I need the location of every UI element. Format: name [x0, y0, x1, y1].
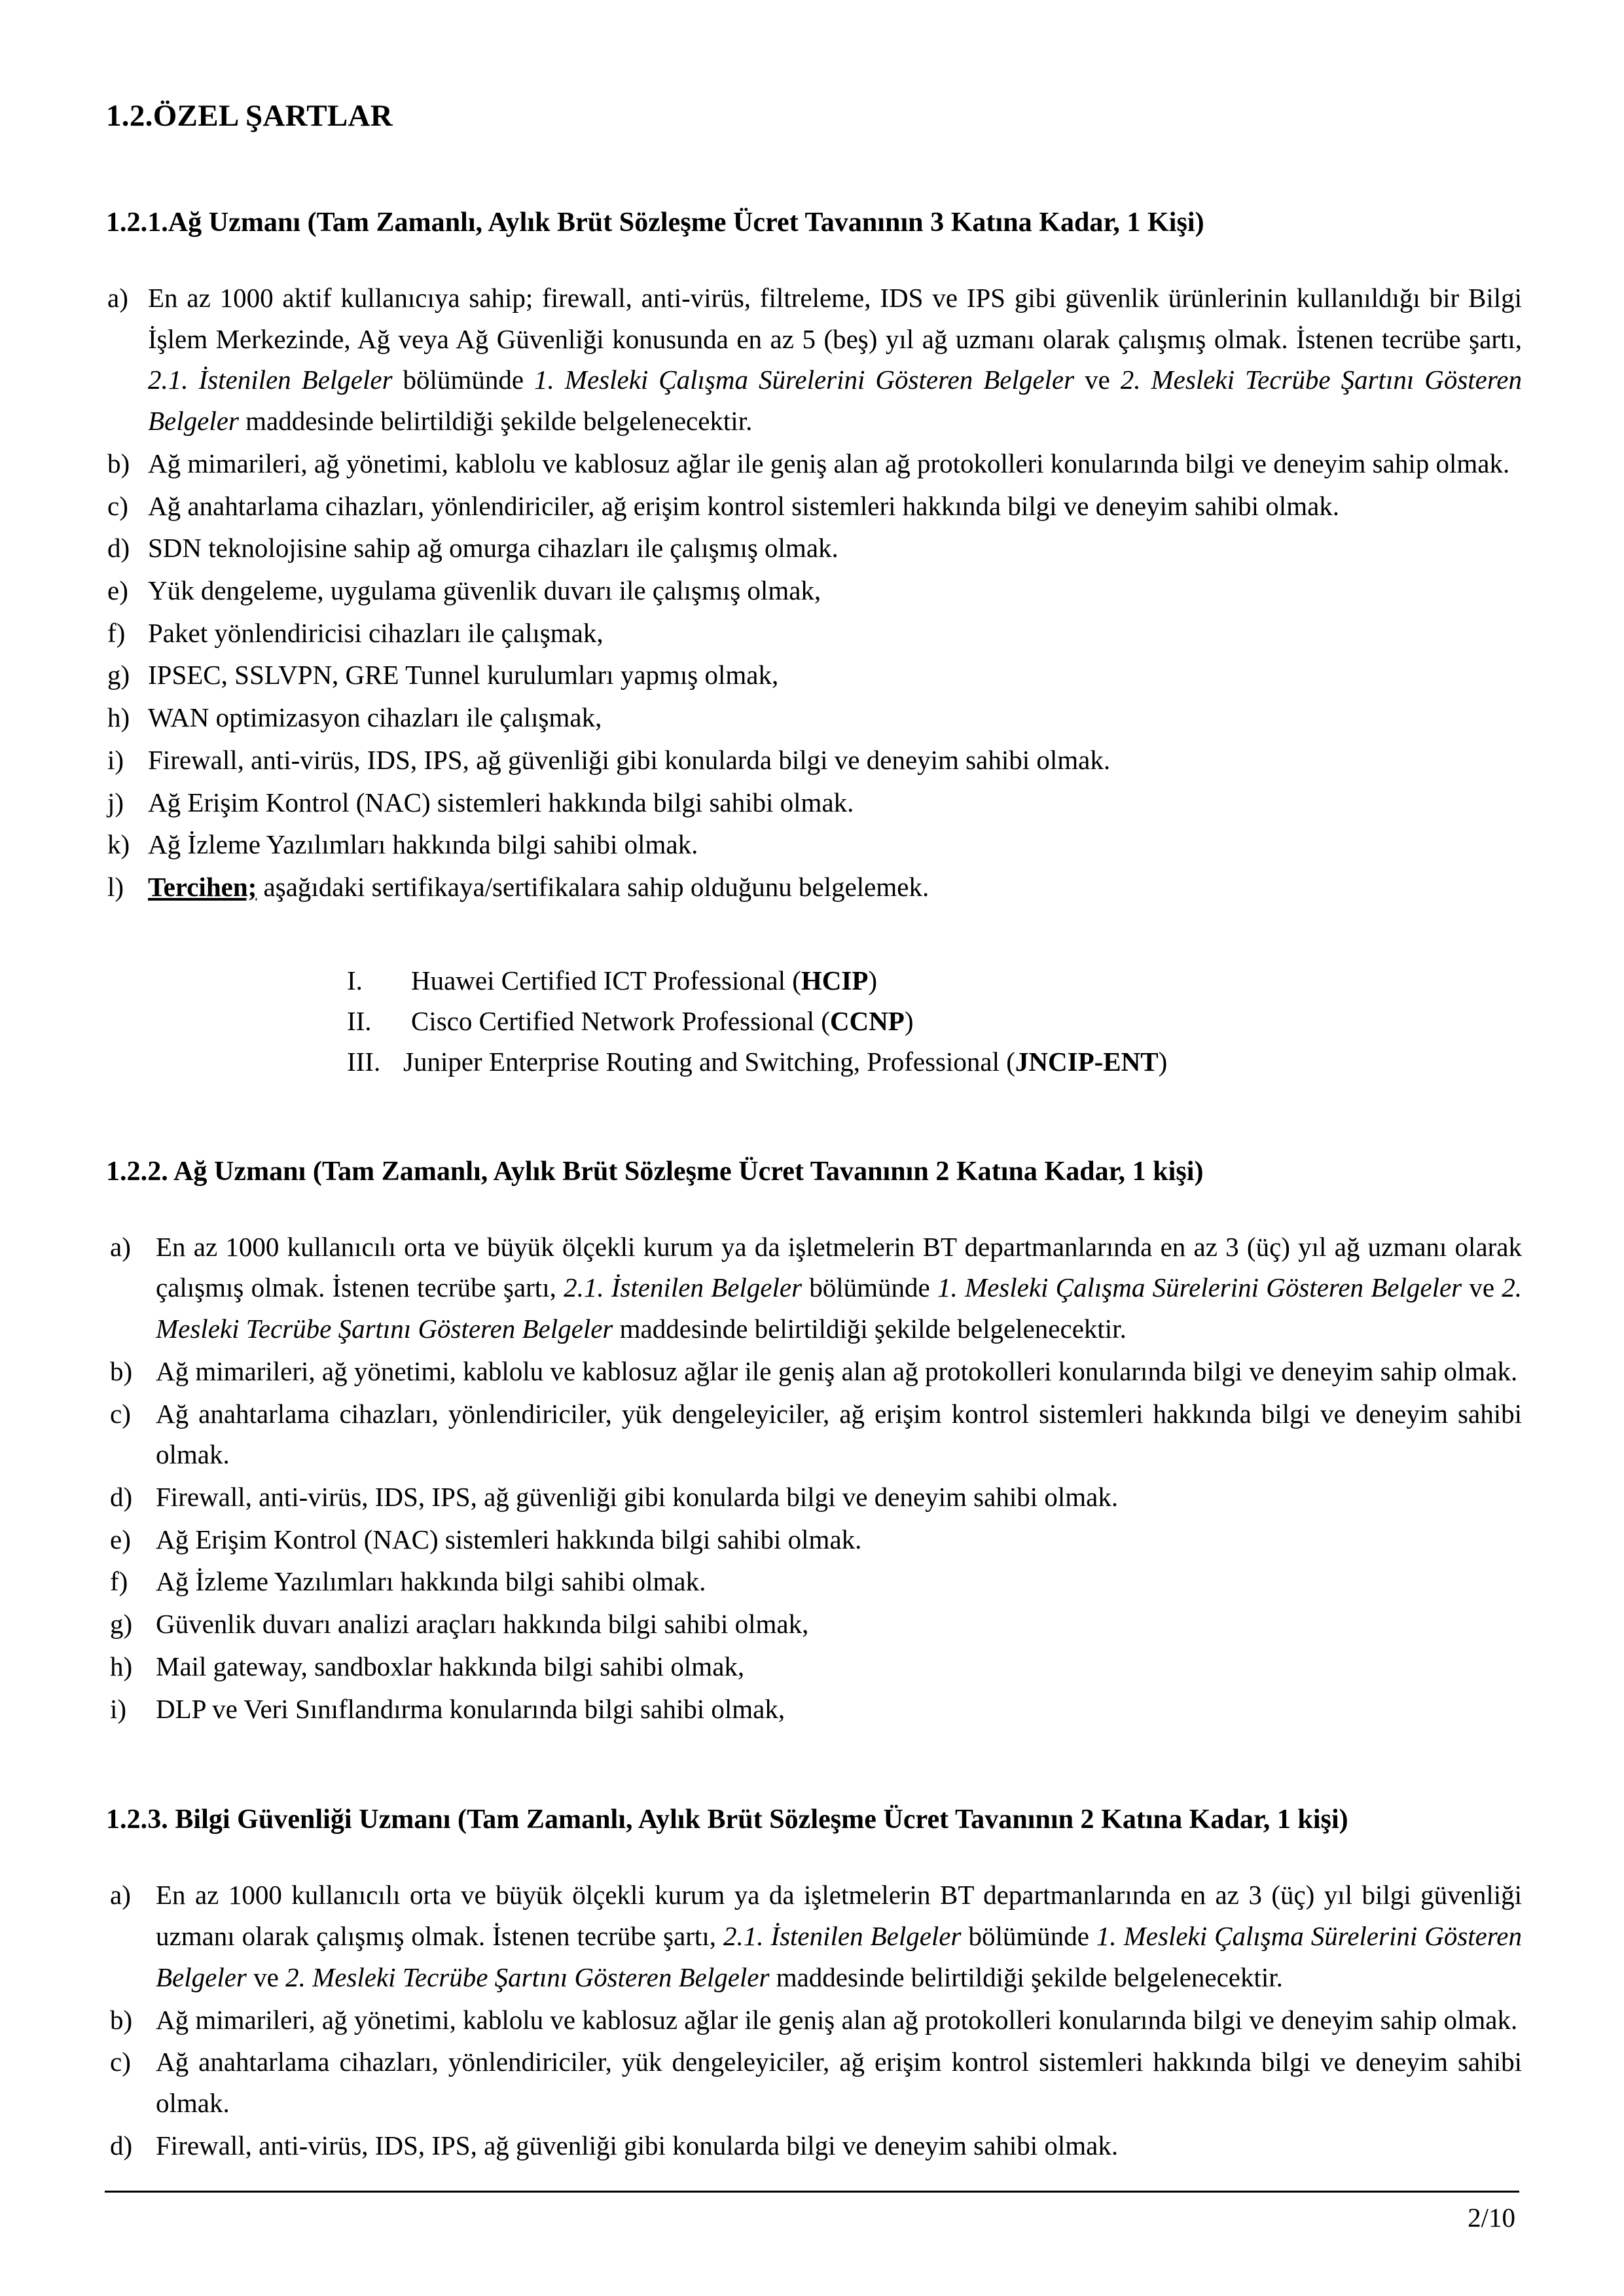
list-marker: g)	[110, 1609, 133, 1640]
list-marker: a)	[107, 283, 128, 313]
list-marker: f)	[110, 1566, 128, 1597]
list-item-text	[156, 1689, 1522, 1730]
list-item-text	[156, 2000, 1522, 2041]
list-item-text	[148, 824, 1522, 865]
spacer	[105, 1731, 1522, 1804]
requirement-item	[105, 1519, 1522, 1560]
requirement-item	[105, 1646, 1522, 1687]
text-run: ve	[1462, 1272, 1502, 1303]
list-marker: h)	[110, 1651, 133, 1681]
list-marker: j)	[107, 787, 124, 817]
text-run: ve	[246, 1962, 286, 1992]
requirement-item	[105, 824, 1522, 865]
requirement-list-1-2-1	[105, 278, 1522, 908]
certification-item	[347, 1001, 1522, 1041]
list-marker: f)	[107, 617, 126, 648]
text-run: )	[904, 1006, 914, 1037]
list-item-text	[403, 1047, 1167, 1077]
text-run: Juniper Enterprise Routing and Switching, Professional (	[403, 1047, 1015, 1077]
italic-run: 1. Mesleki Çalışma Sürelerini Gösteren Belgeler	[534, 365, 1075, 395]
bold-run: JNCIP-ENT	[1015, 1047, 1159, 1077]
text-run: )	[1158, 1047, 1168, 1077]
text-run: En az 1000 kullanıcılı orta ve büyük ölçekli kurum ya da işletmelerin BT departmanlarında en az 3 (üç) yıl ağ uzmanı olarak çalışmış olmak. İstenen tecrübe şartı,	[156, 1231, 1522, 1303]
text-run: maddesinde belirtildiği şekilde belgelenecektir.	[238, 406, 753, 437]
text-run: Firewall, anti-virüs, IDS, IPS, ağ güvenliği gibi konularda bilgi ve deneyim sahibi olmak.	[156, 1482, 1119, 1513]
text-run: Paket yönlendiricisi cihazları ile çalışmak,	[148, 617, 604, 648]
list-item-text	[148, 697, 1522, 738]
list-marker: d)	[110, 2130, 133, 2161]
list-item-text	[148, 782, 1522, 823]
list-marker: d)	[110, 1482, 133, 1513]
requirement-item	[105, 740, 1522, 781]
bold-run: HCIP	[801, 965, 869, 996]
footer-divider	[105, 2191, 1519, 2193]
list-marker: b)	[107, 448, 130, 478]
requirement-item	[105, 2041, 1522, 2123]
list-item-text	[156, 2041, 1522, 2123]
text-run: Ağ Erişim Kontrol (NAC) sistemleri hakkında bilgi sahibi olmak.	[156, 1524, 862, 1554]
text-run: Ağ Erişim Kontrol (NAC) sistemleri hakkında bilgi sahibi olmak.	[148, 787, 854, 817]
requirement-item	[105, 443, 1522, 484]
certification-item	[347, 960, 1522, 1001]
spacer	[105, 238, 1522, 278]
list-marker: II.	[347, 1006, 372, 1037]
requirement-item	[105, 867, 1522, 908]
list-item-text	[156, 1646, 1522, 1687]
italic-run: 2.1. İstenilen Belgeler	[723, 1921, 962, 1952]
list-marker: i)	[110, 1693, 127, 1724]
spacer	[105, 1083, 1522, 1156]
list-item-text	[148, 570, 1522, 611]
text-run: Firewall, anti-virüs, IDS, IPS, ağ güvenliği gibi konularda bilgi ve deneyim sahibi olmak.	[148, 744, 1111, 775]
spacer	[105, 909, 1522, 960]
text-run: bölümünde	[961, 1921, 1096, 1952]
text-run: ve	[1074, 365, 1121, 395]
list-item-text	[148, 740, 1522, 781]
text-run: Firewall, anti-virüs, IDS, IPS, ağ güvenliği gibi konularda bilgi ve deneyim sahibi olmak.	[156, 2130, 1119, 2161]
text-run: )	[868, 965, 878, 996]
text-run: bölümünde	[802, 1272, 937, 1303]
emphasis-run: Tercihen;	[148, 872, 257, 903]
text-run: maddesinde belirtildiği şekilde belgelenecektir.	[769, 1962, 1283, 1992]
list-item-text	[156, 1604, 1522, 1645]
section-heading-1-2-1: 1.2.1.Ağ Uzmanı (Tam Zamanlı, Aylık Brüt Sözleşme Ücret Tavanının 3 Katına Kadar, 1 Kişi)	[106, 207, 1204, 238]
requirement-item	[105, 1227, 1522, 1350]
spacer	[105, 1835, 1522, 1874]
text-run: Ağ anahtarlama cihazları, yönlendiriciler, yük dengeleyiciler, ağ erişim kontrol sistemleri hakkında bilgi ve deneyim sahibi olmak.	[156, 2047, 1522, 2118]
italic-run: 2.1. İstenilen Belgeler	[148, 365, 393, 395]
requirement-item	[105, 613, 1522, 654]
list-item-text	[148, 613, 1522, 654]
list-marker: c)	[110, 2047, 131, 2077]
page-title: 1.2.ÖZEL ŞARTLAR	[106, 99, 393, 133]
text-run: Ağ İzleme Yazılımları hakkında bilgi sahibi olmak.	[156, 1566, 706, 1597]
list-marker: III.	[347, 1047, 381, 1077]
requirement-item	[105, 486, 1522, 527]
list-marker: b)	[110, 1355, 133, 1386]
list-item-text	[148, 486, 1522, 527]
list-marker: i)	[107, 744, 124, 775]
requirement-item	[105, 278, 1522, 442]
text-run: Ağ İzleme Yazılımları hakkında bilgi sahibi olmak.	[148, 829, 698, 860]
italic-run: 1. Mesleki Çalışma Sürelerini Gösteren Belgeler	[156, 1921, 1523, 1992]
spacer	[105, 1187, 1522, 1227]
list-item-text	[156, 1561, 1522, 1602]
list-item-text	[156, 1393, 1522, 1475]
requirement-item	[105, 1393, 1522, 1475]
text-run: maddesinde belirtildiği şekilde belgelenecektir.	[613, 1314, 1127, 1344]
requirement-item	[105, 782, 1522, 823]
list-marker: c)	[107, 490, 128, 521]
text-run: En az 1000 kullanıcılı orta ve büyük ölçekli kurum ya da işletmelerin BT departmanlarında en az 3 (üç) yıl bilgi güvenliği uzmanı olarak çalışmış olmak. İstenen tecrübe şartı,	[156, 1880, 1522, 1952]
italic-run: 2. Mesleki Tecrübe Şartını Gösteren Belgeler	[156, 1272, 1523, 1344]
text-run: Huawei Certified ICT Professional (	[411, 965, 801, 996]
certification-list-1-2-1	[105, 960, 1522, 1083]
list-item-text	[156, 2125, 1522, 2166]
requirement-item	[105, 697, 1522, 738]
list-item-text	[156, 1874, 1522, 1998]
text-run: SDN teknolojisine sahip ağ omurga cihazları ile çalışmış olmak.	[148, 533, 839, 564]
list-marker: l)	[107, 872, 124, 903]
list-item-text	[148, 443, 1522, 484]
list-marker: c)	[110, 1398, 131, 1429]
text-run: En az 1000 aktif kullanıcıya sahip; firewall, anti-virüs, filtreleme, IDS ve IPS gibi güvenlik ürünlerinin kullanıldığı bir Bilgi İşlem Merkezinde, Ağ veya Ağ Güvenliği konusunda en az 5 (beş) yıl ağ uzmanı olarak çalışmış olmak. İstenen tecrübe şartı,	[148, 283, 1522, 354]
requirement-list-1-2-3	[105, 1874, 1522, 2166]
list-item-text	[148, 278, 1522, 442]
requirement-item	[105, 570, 1522, 611]
list-marker: h)	[107, 702, 130, 733]
italic-run: 2.1. İstenilen Belgeler	[564, 1272, 803, 1303]
section-heading-1-2-3: 1.2.3. Bilgi Güvenliği Uzmanı (Tam Zamanlı, Aylık Brüt Sözleşme Ücret Tavanının 2 Katına Kadar, 1 kişi)	[106, 1804, 1348, 1835]
requirement-item	[105, 1874, 1522, 1998]
text-run: Ağ anahtarlama cihazları, yönlendiriciler, yük dengeleyiciler, ağ erişim kontrol sistemleri hakkında bilgi ve deneyim sahibi olmak.	[156, 1398, 1522, 1470]
list-marker: e)	[110, 1524, 131, 1554]
certification-item	[347, 1041, 1522, 1082]
requirement-list-1-2-2	[105, 1227, 1522, 1730]
requirement-item	[105, 1689, 1522, 1730]
requirement-item	[105, 2125, 1522, 2166]
italic-run: 2. Mesleki Tecrübe Şartını Gösteren Belgeler	[148, 365, 1523, 437]
text-run: Cisco Certified Network Professional (	[411, 1006, 830, 1037]
page-footer	[105, 2191, 1519, 2233]
list-item-text	[148, 528, 1522, 569]
text-run: Ağ mimarileri, ağ yönetimi, kablolu ve kablosuz ağlar ile geniş alan ağ protokolleri konularında bilgi ve deneyim sahip olmak.	[148, 448, 1510, 478]
list-marker: a)	[110, 1231, 131, 1262]
list-item-text	[411, 1006, 913, 1036]
list-item-text	[411, 965, 877, 996]
list-marker: k)	[107, 829, 130, 860]
requirement-item	[105, 1561, 1522, 1602]
italic-run: 2. Mesleki Tecrübe Şartını Gösteren Belgeler	[285, 1962, 770, 1992]
list-marker: a)	[110, 1880, 131, 1910]
spacer	[105, 134, 1522, 207]
text-run: Ağ anahtarlama cihazları, yönlendiriciler, ağ erişim kontrol sistemleri hakkında bilgi ve deneyim sahibi olmak.	[148, 490, 1340, 521]
list-marker: I.	[347, 965, 363, 996]
requirement-item	[105, 528, 1522, 569]
list-item-text	[156, 1519, 1522, 1560]
text-run: Güvenlik duvarı analizi araçları hakkında bilgi sahibi olmak,	[156, 1609, 809, 1640]
text-run: aşağıdaki sertifikaya/sertifikalara sahip olduğunu belgelemek.	[257, 872, 929, 903]
requirement-item	[105, 1604, 1522, 1645]
list-item-text	[156, 1227, 1522, 1350]
text-run: Ağ mimarileri, ağ yönetimi, kablolu ve kablosuz ağlar ile geniş alan ağ protokolleri konularında bilgi ve deneyim sahip olmak.	[156, 2004, 1518, 2035]
text-run: DLP ve Veri Sınıflandırma konularında bilgi sahibi olmak,	[156, 1693, 785, 1724]
italic-run: 1. Mesleki Çalışma Sürelerini Gösteren Belgeler	[937, 1272, 1462, 1303]
list-item-text	[156, 1351, 1522, 1392]
text-run: Yük dengeleme, uygulama güvenlik duvarı ile çalışmış olmak,	[148, 575, 821, 606]
section-heading-1-2-2: 1.2.2. Ağ Uzmanı (Tam Zamanlı, Aylık Brüt Sözleşme Ücret Tavanının 2 Katına Kadar, 1 kişi)	[106, 1156, 1204, 1187]
requirement-item	[105, 1477, 1522, 1518]
requirement-item	[105, 1351, 1522, 1392]
text-run: Mail gateway, sandboxlar hakkında bilgi sahibi olmak,	[156, 1651, 745, 1681]
text-run: IPSEC, SSLVPN, GRE Tunnel kurulumları yapmış olmak,	[148, 660, 779, 691]
page-number: 2/10	[1468, 2202, 1515, 2233]
requirement-item	[105, 2000, 1522, 2041]
list-item-text	[148, 867, 1522, 908]
list-marker: b)	[110, 2004, 133, 2035]
bold-run: CCNP	[829, 1006, 905, 1037]
list-marker: d)	[107, 533, 130, 564]
list-marker: g)	[107, 660, 130, 691]
text-run: WAN optimizasyon cihazları ile çalışmak,	[148, 702, 602, 733]
list-item-text	[148, 655, 1522, 696]
list-item-text	[156, 1477, 1522, 1518]
text-run: Ağ mimarileri, ağ yönetimi, kablolu ve kablosuz ağlar ile geniş alan ağ protokolleri konularında bilgi ve deneyim sahip olmak.	[156, 1355, 1518, 1386]
page-content	[105, 98, 1522, 2166]
list-marker: e)	[107, 575, 128, 606]
text-run: bölümünde	[392, 365, 535, 395]
requirement-item	[105, 655, 1522, 696]
